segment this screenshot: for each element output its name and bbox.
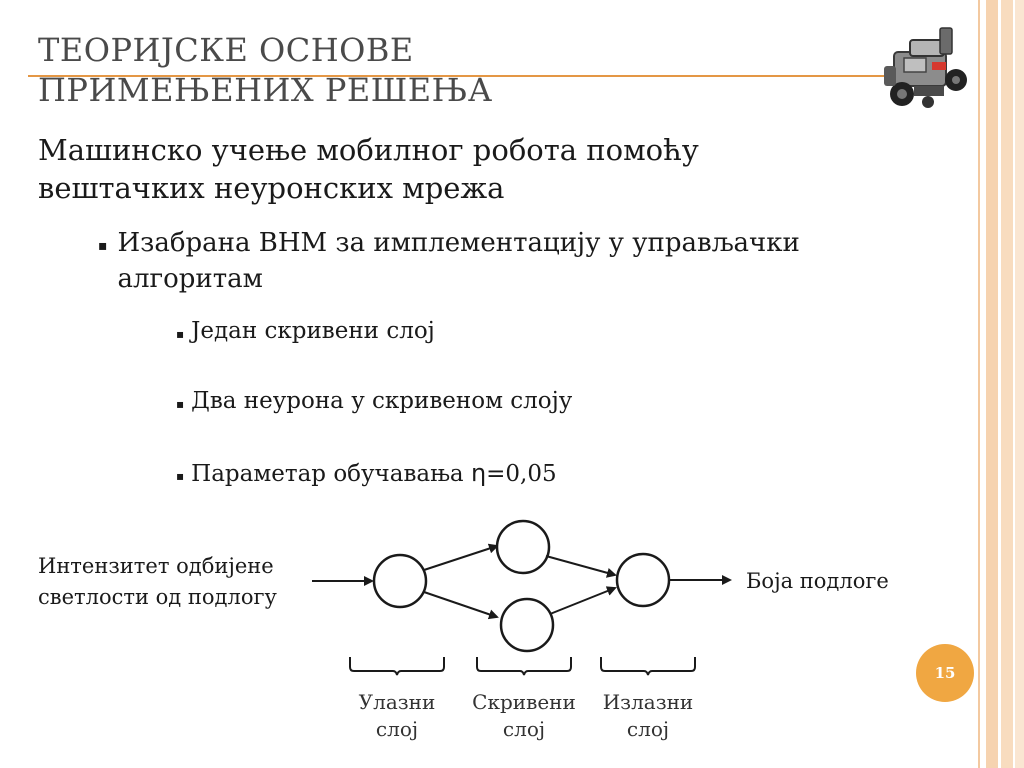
output-label: Боја подлоге <box>746 569 889 593</box>
input-label: Интензитет одбијене светлости од подлогу <box>38 554 277 609</box>
bullet-icon: ▪ <box>176 469 185 483</box>
connection-arrow <box>550 588 615 614</box>
connection-arrow <box>546 556 615 575</box>
page-number-badge: 15 <box>916 644 974 702</box>
layer-label-line: слој <box>375 717 419 741</box>
layer-label-line: Скривени <box>472 690 576 714</box>
slide-subtitle: Машинско учење мобилног робота помоћу вештачких неуронских мрежа <box>38 133 699 205</box>
layer-label-line: слој <box>502 717 546 741</box>
bullet-icon: ▪ <box>98 238 108 254</box>
input-neuron <box>374 555 426 607</box>
layer-label-line: Улазни <box>358 690 436 714</box>
layer-label-hidden <box>454 689 594 743</box>
bullet-main-text: Изабрана ВНМ за имплементацију у управљачки алгоритам <box>117 228 800 294</box>
layer-label-line: Излазни <box>602 690 694 714</box>
layer-bracket-input <box>350 657 444 675</box>
output-neuron <box>617 554 669 606</box>
connection-arrow <box>424 592 497 617</box>
title-line-1: ТЕОРИЈСКЕ ОСНОВЕ <box>38 31 414 69</box>
eta-value: =0,05 <box>486 461 557 487</box>
layer-label-line: слој <box>626 717 670 741</box>
layer-label-output <box>578 689 718 743</box>
hidden-neuron-1 <box>497 521 549 573</box>
layer-bracket-output <box>601 657 695 675</box>
title-line-2: ПРИМЕЊЕНИХ РЕШЕЊА <box>38 71 493 109</box>
eta-symbol: η <box>470 459 487 487</box>
layer-label-input <box>327 689 467 743</box>
layer-bracket-hidden <box>477 657 571 675</box>
bullet-icon: ▪ <box>176 397 185 411</box>
hidden-neuron-2 <box>501 599 553 651</box>
sub-bullet-text: Два неурона у скривеном слоју <box>191 388 573 414</box>
connection-arrow <box>424 546 497 570</box>
bullet-icon: ▪ <box>176 327 185 341</box>
sub-bullet-text: Параметар обучавања η=0,05 <box>191 459 557 487</box>
sub-bullet-text: Један скривени слој <box>191 318 435 344</box>
